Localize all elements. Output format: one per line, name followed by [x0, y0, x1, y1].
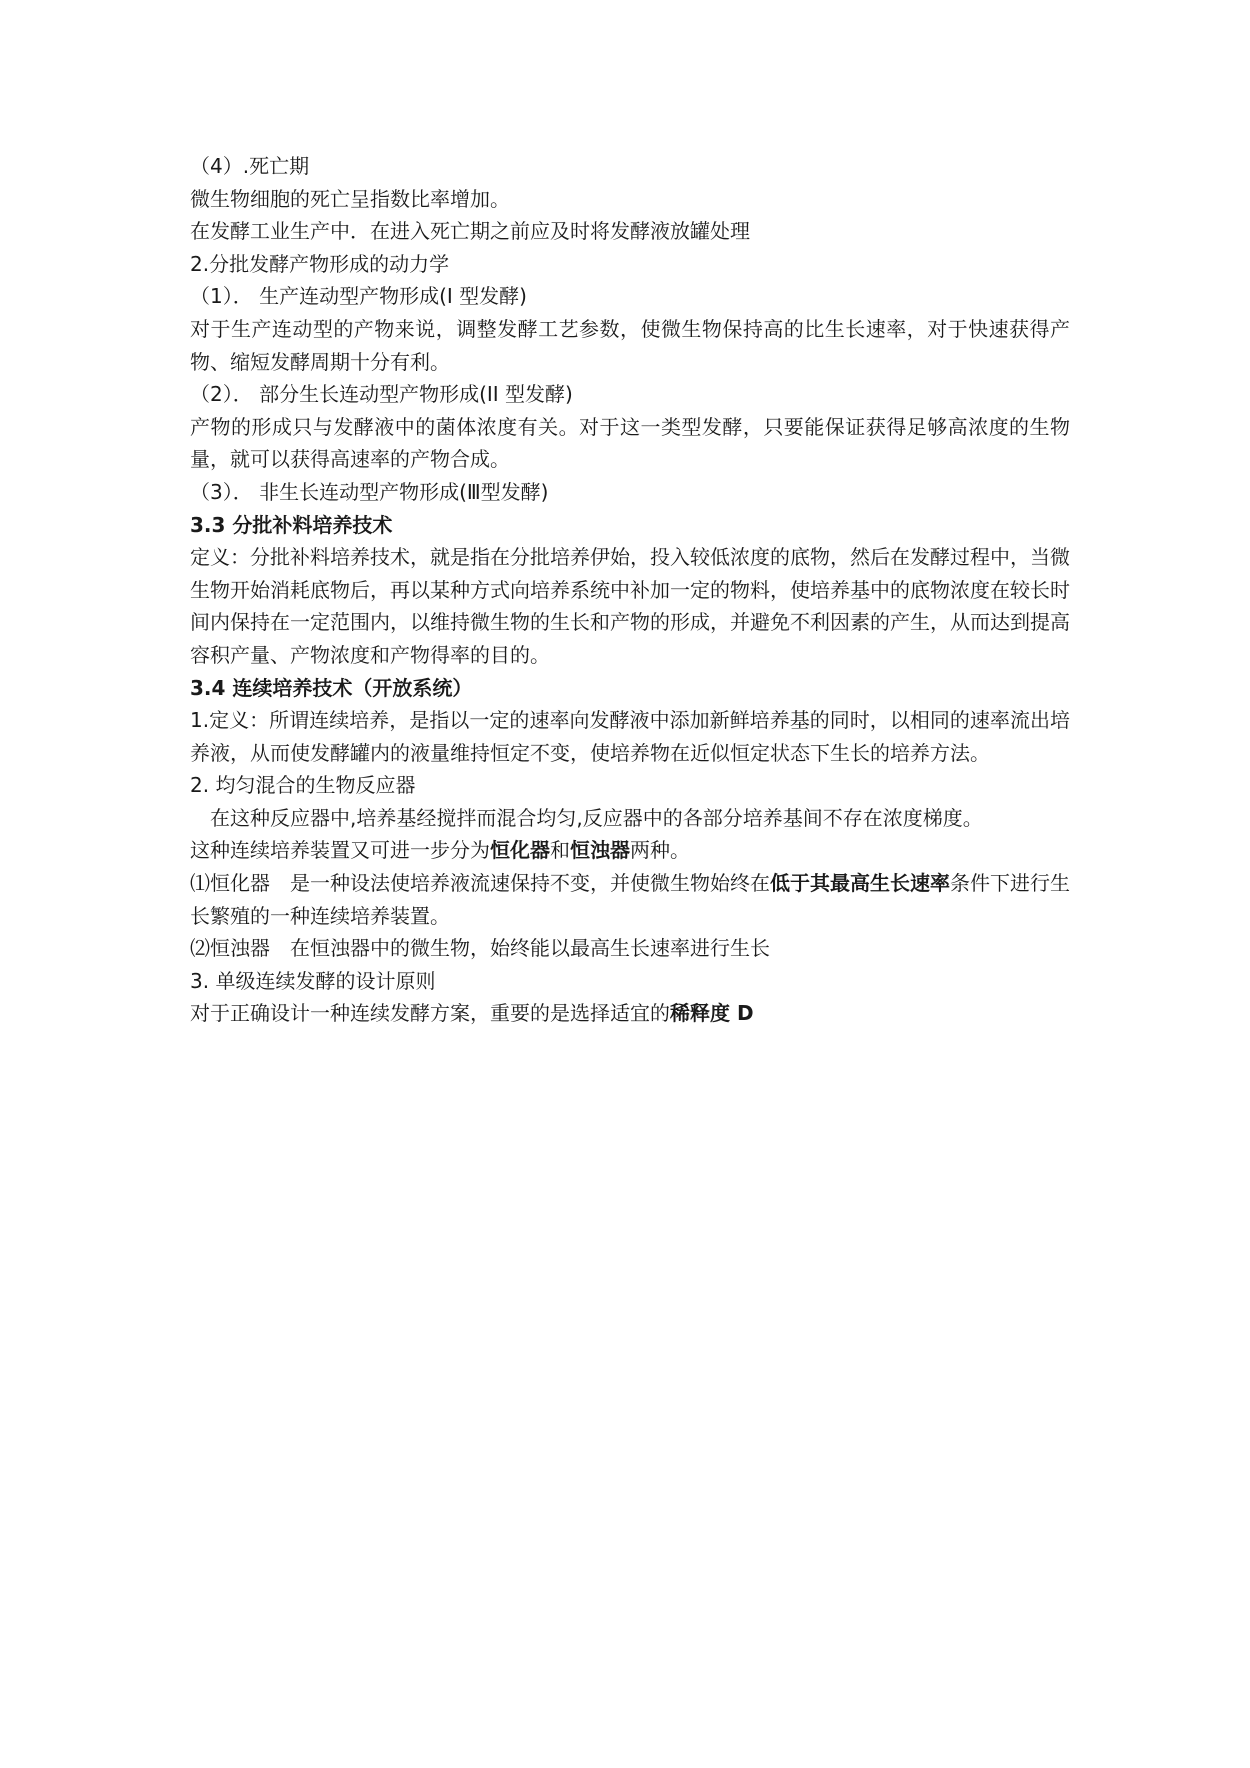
- heading-death-phase: （4）.死亡期: [190, 154, 310, 178]
- subheading-single-stage: 3. 单级连续发酵的设计原则: [190, 968, 436, 993]
- document-body: [190, 150, 1070, 1030]
- paragraph-fed-batch-definition: 定义：分批补料培养技术，就是指在分批培养伊始，投入较低浓度的底物，然后在发酵过程中，当微生物开始消耗底物后，再以某种方式向培养系统中补加一定的物料，使培养基中的底物浓度在较长时间内保持在一定范围内，以维持微生物的生长和产物的形成，并避免不利因素的产生，从而达到提高容积产量、产物浓度和产物得率的目的。: [190, 545, 1070, 667]
- text-line: 在发酵工业生产中．在进入死亡期之前应及时将发酵液放罐处理: [190, 219, 750, 244]
- paragraph-type-2: 产物的形成只与发酵液中的菌体浓度有关。对于这一类型发酵，只要能保证获得足够高浓度的生物量，就可以获得高速率的产物合成。: [190, 414, 1070, 472]
- section-heading-3-4: 3.4 连续培养技术（开放系统）: [190, 675, 473, 700]
- paragraph-reactor-types: [190, 834, 1070, 867]
- subheading-type-1: （1）． 生产连动型产物形成(I 型发酵): [190, 284, 527, 309]
- text-span: 和: [550, 838, 570, 863]
- text-span: 对于正确设计一种连续发酵方案，重要的是选择适宜的: [190, 1001, 670, 1026]
- heading-batch-kinetics: 2.分批发酵产物形成的动力学: [190, 251, 450, 276]
- paragraph-mixed-reactor: 在这种反应器中,培养基经搅拌而混合均匀,反应器中的各部分培养基间不存在浓度梯度。: [210, 805, 983, 830]
- term-turbidostat: 恒浊器: [570, 838, 630, 863]
- text-span: 这种连续培养装置又可进一步分为: [190, 838, 490, 863]
- subheading-type-3: （3）． 非生长连动型产物形成(Ⅲ型发酵): [190, 479, 549, 504]
- text-line: 微生物细胞的死亡呈指数比率增加。: [190, 186, 510, 211]
- subheading-mixed-reactor: 2. 均匀混合的生物反应器: [190, 773, 416, 798]
- section-heading-3-3: 3.3 分批补料培养技术: [190, 512, 393, 537]
- paragraph-turbidostat: ⑵恒浊器 在恒浊器中的微生物，始终能以最高生长速率进行生长: [190, 936, 770, 961]
- paragraph-dilution: [190, 997, 1070, 1030]
- term-dilution-rate: 稀释度 D: [670, 1001, 754, 1026]
- paragraph-chemostat: [190, 867, 1070, 932]
- term-below-max-rate: 低于其最高生长速率: [770, 871, 950, 896]
- text-span: 条件下进行生长繁殖的一种连续培养装置。: [190, 871, 1070, 928]
- subheading-type-2: （2）． 部分生长连动型产物形成(II 型发酵): [190, 382, 573, 407]
- term-chemostat: 恒化器: [490, 838, 550, 863]
- text-span: 两种。: [630, 838, 690, 863]
- paragraph-continuous-definition: 1.定义：所谓连续培养，是指以一定的速率向发酵液中添加新鲜培养基的同时，以相同的速率流出培养液，从而使发酵罐内的液量维持恒定不变，使培养物在近似恒定状态下生长的培养方法。: [190, 708, 1070, 765]
- text-span: ⑴恒化器 是一种设法使培养液流速保持不变，并使微生物始终在: [190, 871, 770, 896]
- paragraph-type-1: 对于生产连动型的产物来说，调整发酵工艺参数，使微生物保持高的比生长速率，对于快速获得产物、缩短发酵周期十分有利。: [190, 316, 1070, 374]
